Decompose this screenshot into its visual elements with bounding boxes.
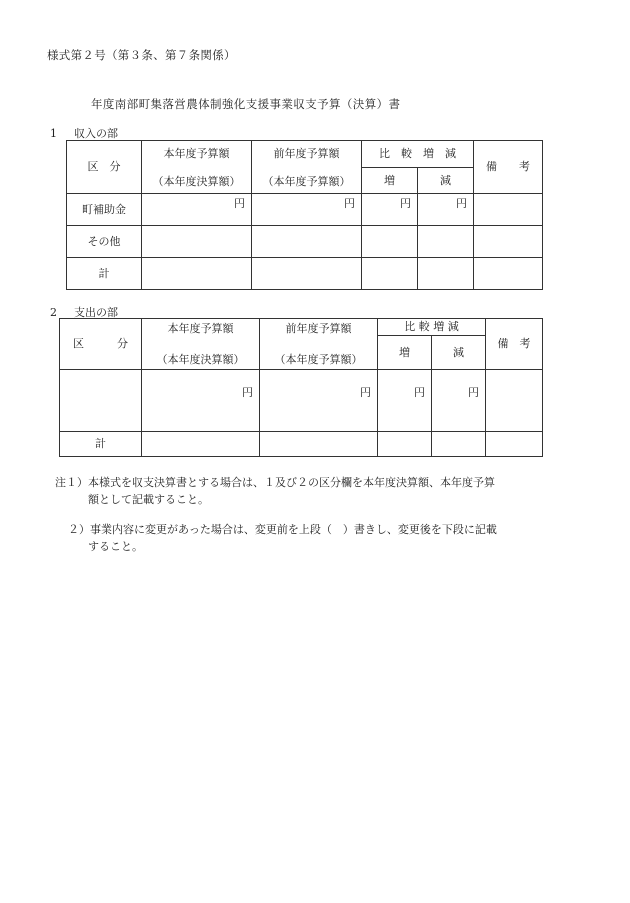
income-header-current-top: 本年度予算額 bbox=[163, 147, 230, 160]
income-header-current-bottom: （本年度決算額） bbox=[152, 175, 241, 188]
expense-header-decrease: 減 bbox=[432, 336, 486, 370]
unit-yen: 円 bbox=[362, 194, 418, 226]
amount-cell bbox=[362, 258, 418, 290]
income-section-number: 1 bbox=[50, 127, 57, 140]
amount-cell bbox=[378, 432, 432, 457]
note-1-continuation: 額として記載すること。 bbox=[88, 493, 209, 506]
note-2-line-1: 事業内容に変更があった場合は、変更前を上段（ ）書きし、変更後を下段に記載 bbox=[90, 523, 497, 536]
expense-header-prev-top: 前年度予算額 bbox=[285, 322, 352, 335]
expense-header-prev bbox=[260, 319, 378, 370]
unit-yen: 円 bbox=[418, 194, 474, 226]
income-row-label: 計 bbox=[67, 258, 142, 290]
income-header-decrease: 減 bbox=[418, 168, 474, 194]
expense-header-remarks: 備 考 bbox=[486, 319, 543, 370]
income-header-kubun: 区 分 bbox=[67, 141, 142, 194]
expense-header-current-top: 本年度予算額 bbox=[167, 322, 234, 335]
expense-row-total bbox=[60, 432, 543, 457]
income-section-heading bbox=[50, 125, 118, 141]
amount-cell bbox=[252, 258, 362, 290]
note-2 bbox=[68, 521, 497, 538]
unit-yen: 円 bbox=[252, 194, 362, 226]
amount-cell bbox=[260, 432, 378, 457]
expense-header-compare: 比 較 増 減 bbox=[378, 319, 486, 336]
remarks-cell bbox=[486, 370, 543, 432]
expense-row-label bbox=[60, 370, 142, 432]
income-row-other bbox=[67, 226, 543, 258]
expense-section-title: 支出の部 bbox=[74, 306, 118, 319]
amount-cell bbox=[142, 258, 252, 290]
income-header-compare: 比 較 増 減 bbox=[362, 141, 474, 168]
expense-header-current-bottom: （本年度決算額） bbox=[156, 353, 245, 366]
expense-table bbox=[59, 318, 543, 457]
remarks-cell bbox=[486, 432, 543, 457]
income-row-label: その他 bbox=[67, 226, 142, 258]
amount-cell bbox=[252, 226, 362, 258]
amount-cell bbox=[432, 432, 486, 457]
note-1 bbox=[55, 474, 495, 491]
expense-row-total-label: 計 bbox=[60, 432, 142, 457]
income-header-prev-bottom: （本年度予算額） bbox=[262, 175, 351, 188]
amount-cell bbox=[362, 226, 418, 258]
income-row-subsidy bbox=[67, 194, 543, 226]
expense-header-kubun: 区 分 bbox=[60, 319, 142, 370]
income-row-label: 町補助金 bbox=[67, 194, 142, 226]
document-title: 年度南部町集落営農体制強化支援事業収支予算（決算）書 bbox=[91, 97, 401, 111]
expense-header-prev-bottom: （本年度予算額） bbox=[274, 353, 363, 366]
unit-yen: 円 bbox=[432, 370, 486, 432]
amount-cell bbox=[418, 258, 474, 290]
remarks-cell bbox=[474, 194, 543, 226]
income-header-remarks: 備 考 bbox=[474, 141, 543, 194]
remarks-cell bbox=[474, 226, 543, 258]
expense-row-item bbox=[60, 370, 543, 432]
unit-yen: 円 bbox=[260, 370, 378, 432]
income-section-title: 収入の部 bbox=[74, 127, 118, 140]
income-row-total bbox=[67, 258, 543, 290]
income-table bbox=[66, 140, 543, 290]
amount-cell bbox=[418, 226, 474, 258]
note-1-line-1: 本様式を収支決算書とする場合は、１及び２の区分欄を本年度決算額、本年度予算 bbox=[88, 476, 495, 489]
income-header-current bbox=[142, 141, 252, 194]
income-header-prev-top: 前年度予算額 bbox=[273, 147, 340, 160]
expense-header-current bbox=[142, 319, 260, 370]
income-header-prev bbox=[252, 141, 362, 194]
remarks-cell bbox=[474, 258, 543, 290]
note-2-marker: ２） bbox=[68, 523, 90, 536]
income-header-increase: 増 bbox=[362, 168, 418, 194]
amount-cell bbox=[142, 226, 252, 258]
note-1-marker: 注１） bbox=[55, 476, 88, 489]
expense-header-increase: 増 bbox=[378, 336, 432, 370]
unit-yen: 円 bbox=[378, 370, 432, 432]
expense-section-number: 2 bbox=[50, 306, 57, 319]
note-2-continuation: すること。 bbox=[88, 540, 143, 553]
amount-cell bbox=[142, 432, 260, 457]
form-number: 様式第２号（第３条、第７条関係） bbox=[47, 48, 236, 62]
unit-yen: 円 bbox=[142, 194, 252, 226]
unit-yen: 円 bbox=[142, 370, 260, 432]
